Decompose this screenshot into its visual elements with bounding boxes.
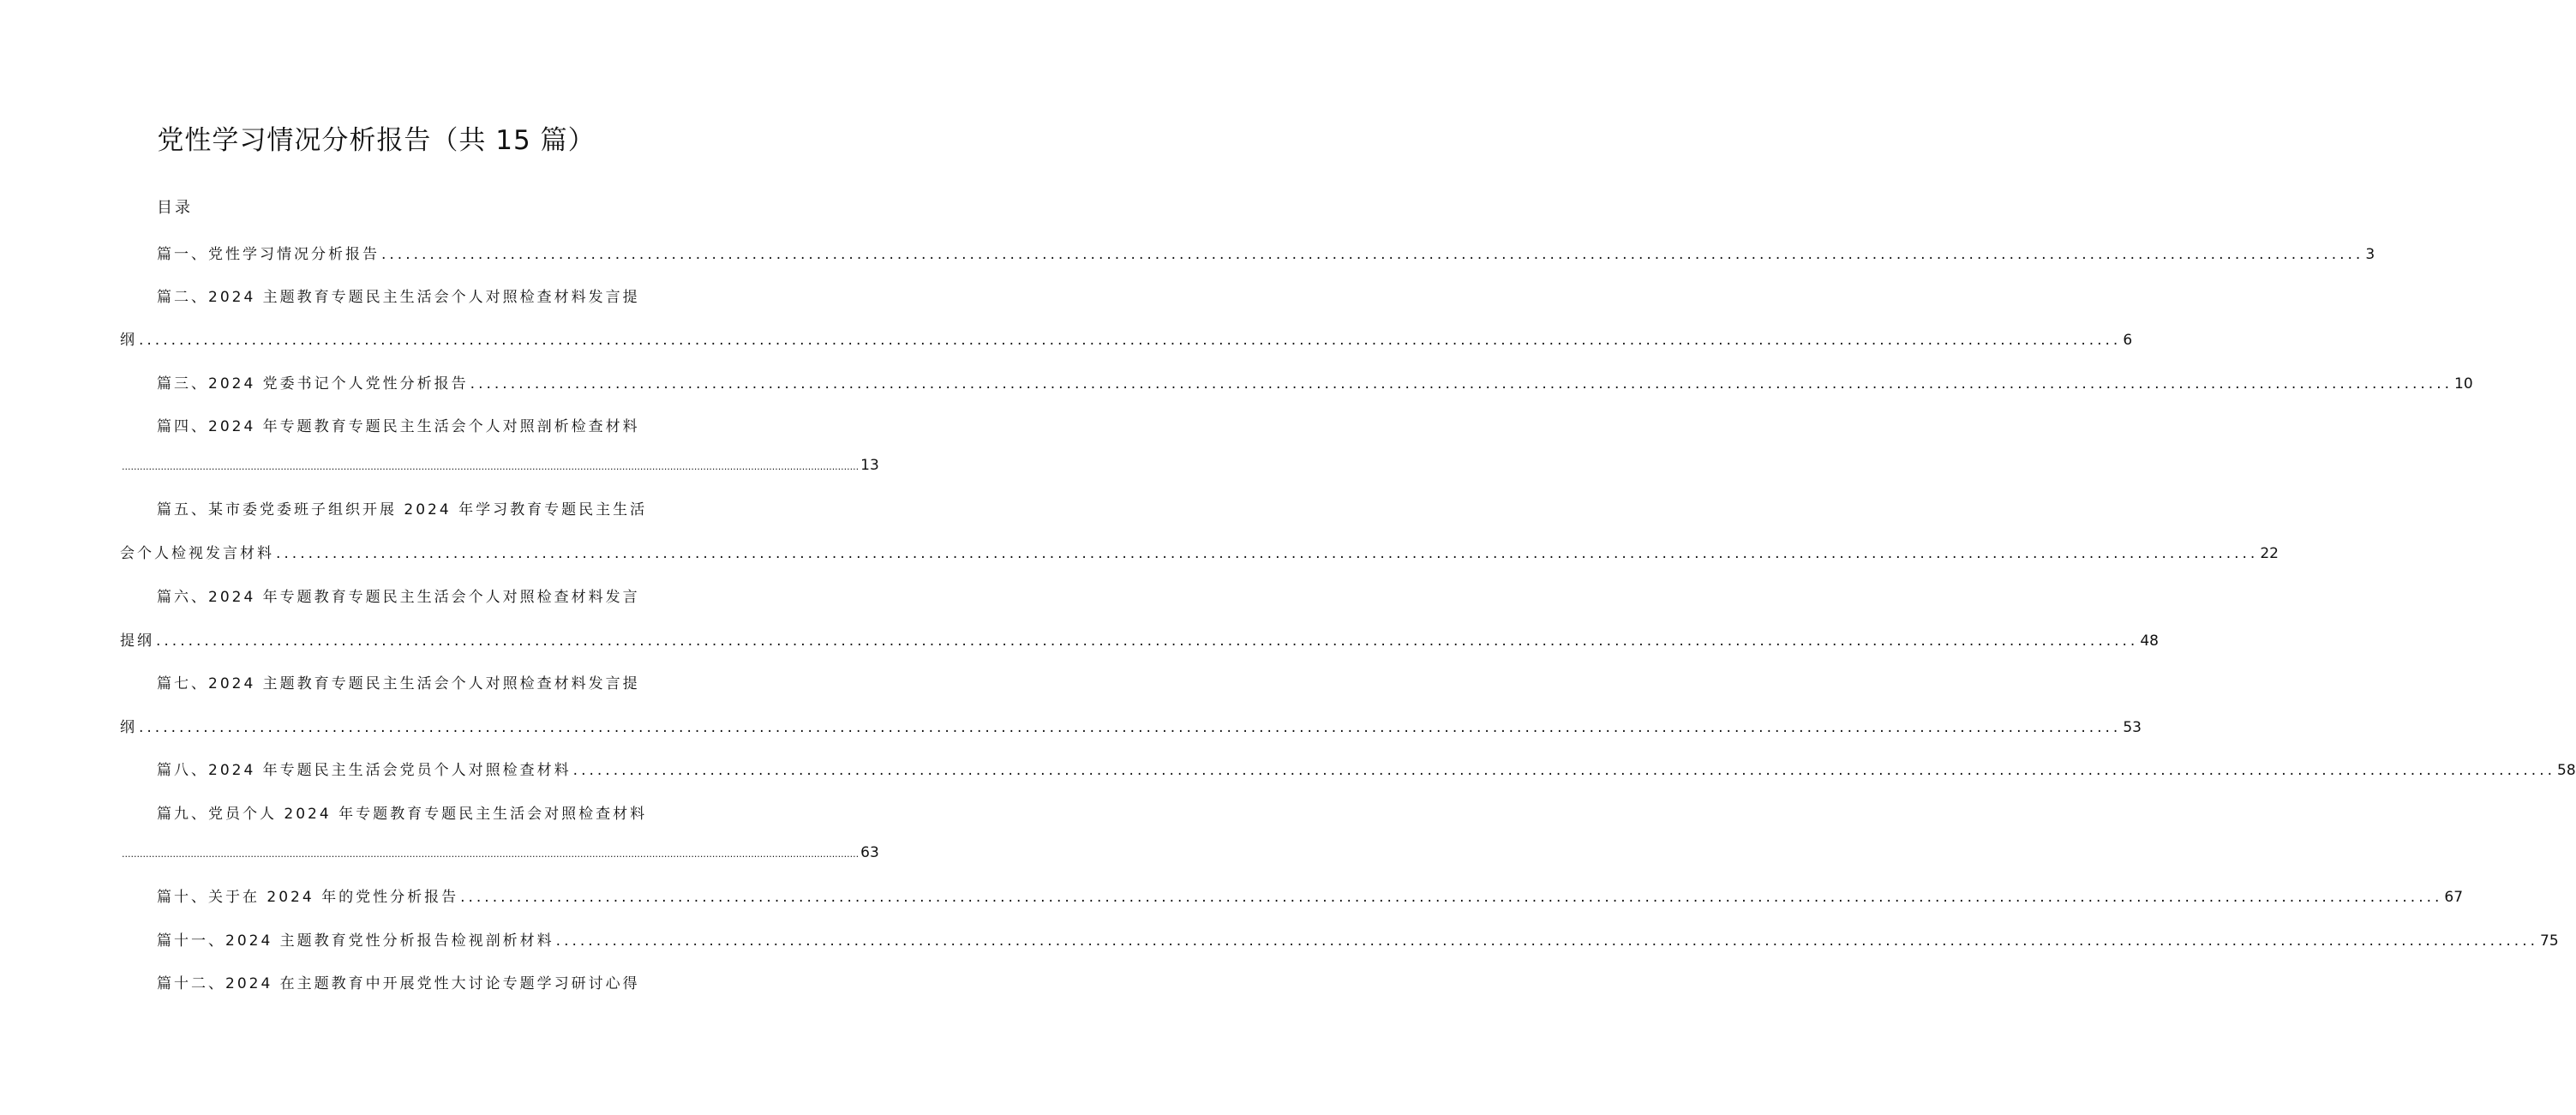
- leader-dots: ......................................................................................................................................................................................................................................................: [156, 632, 2139, 650]
- toc-entry-text: 篇十、关于在 2024 年的党性分析报告: [157, 889, 459, 906]
- toc-entry-text: 篇一、党性学习情况分析报告: [157, 246, 380, 263]
- toc-entry-6[interactable]: [120, 628, 2159, 650]
- toc-entry-2[interactable]: [120, 327, 2133, 349]
- toc-entry-6-line1[interactable]: 篇六、2024 年专题教育专题民主生活会个人对照检查材料发言: [157, 589, 640, 606]
- toc-page-number: 67: [2444, 889, 2464, 906]
- toc-entry-text: 纲: [120, 332, 137, 349]
- leader-dots: ......................................................................................................................................................................................................................................................: [139, 332, 2122, 349]
- leader-dots: ......................................................................................................................................................................................................................................................: [460, 889, 2443, 906]
- toc-entry-4-line1[interactable]: 篇四、2024 年专题教育专题民主生活会个人对照剖析检查材料: [157, 418, 640, 435]
- toc-entry-text: 会个人检视发言材料: [120, 545, 274, 562]
- leader-dots: ......................................................................................................................................................................................................................................................: [555, 932, 2539, 950]
- leader-dots: ......................................................................................................................................................................................................................................................: [381, 246, 2364, 263]
- leader-dots: ......................................................................................................................................................................................................................................................: [470, 375, 2453, 393]
- document-title: 党性学习情况分析报告（共 15 篇）: [157, 125, 596, 156]
- toc-entry-5-line1[interactable]: 篇五、某市委党委班子组织开展 2024 年学习教育专题民主生活: [157, 501, 648, 519]
- toc-entry-3[interactable]: [157, 371, 2473, 393]
- toc-page-number: 63: [860, 844, 879, 861]
- toc-entry-11[interactable]: [157, 928, 2559, 950]
- toc-page-number: 13: [860, 457, 879, 474]
- toc-entry-text: 篇三、2024 党委书记个人党性分析报告: [157, 375, 469, 393]
- leader-dots: ......................................................................................................................................................................................................................................................: [139, 719, 2122, 736]
- toc-heading: 目录: [157, 199, 193, 217]
- toc-entry-1[interactable]: [157, 242, 2375, 263]
- toc-entry-text: 提纲: [120, 632, 154, 650]
- toc-page-number: 6: [2123, 332, 2133, 349]
- toc-entry-12-line1[interactable]: 篇十二、2024 在主题教育中开展党性大讨论专题学习研讨心得: [157, 975, 640, 992]
- toc-entry-8[interactable]: [157, 758, 2576, 779]
- toc-entry-text: 篇八、2024 年专题民主生活会党员个人对照检查材料: [157, 762, 572, 779]
- toc-entry-2-line1[interactable]: 篇二、2024 主题教育专题民主生活会个人对照检查材料发言提: [157, 289, 640, 306]
- toc-page-number: 22: [2260, 545, 2279, 562]
- toc-entry-7[interactable]: [120, 715, 2142, 736]
- leader-dots: ......................................................................................................................................................................................................................................................: [572, 762, 2556, 779]
- toc-page-number: 75: [2540, 932, 2559, 950]
- toc-entry-9-line1[interactable]: 篇九、党员个人 2024 年专题教育专题民主生活会对照检查材料: [157, 806, 648, 823]
- toc-entry-5[interactable]: [120, 541, 2279, 562]
- toc-entry-7-line1[interactable]: 篇七、2024 主题教育专题民主生活会个人对照检查材料发言提: [157, 675, 640, 692]
- toc-entry-text: 纲: [120, 719, 137, 736]
- leader-dots: ......................................................................................................................................................................................................................................................: [122, 461, 860, 472]
- toc-page-number: 3: [2365, 246, 2375, 263]
- toc-page-number: 58: [2557, 762, 2576, 779]
- toc-page-number: 53: [2123, 719, 2142, 736]
- leader-dots: ......................................................................................................................................................................................................................................................: [122, 848, 860, 860]
- toc-entry-4[interactable]: [120, 457, 879, 474]
- toc-entry-text: 篇十一、2024 主题教育党性分析报告检视剖析材料: [157, 932, 554, 950]
- toc-entry-9[interactable]: [120, 844, 879, 861]
- leader-dots: ......................................................................................................................................................................................................................................................: [276, 545, 2259, 562]
- toc-entry-10[interactable]: [157, 884, 2464, 906]
- toc-page-number: 10: [2454, 375, 2473, 393]
- toc-page-number: 48: [2140, 632, 2159, 650]
